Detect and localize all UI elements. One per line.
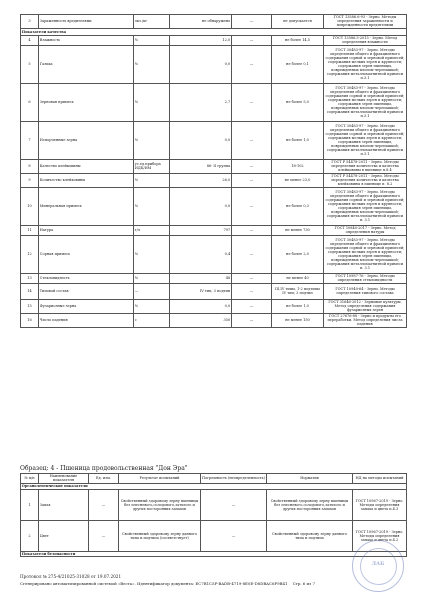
row-value: 86- II группа [170, 159, 232, 173]
row-unit: г/л [134, 225, 170, 235]
row-number: 6 [21, 83, 39, 121]
row-method: ГОСТ 30483-97 - Зерно. Методы определения общего и фракционного содержания сорной и зерновой примесей; содержания мелких зерен и крупности; содержания зерен пшеницы, поврежденных клопом-черепашкой; содержания металломагнитной примеси п.3.1 [324, 121, 407, 159]
row-uncertainty: — [232, 45, 272, 83]
system-id-text: Сгенерировано автоматизированной системой «Веста». Идентификатор документа: EC7B1C5F-BADB-4719-8E0E-D8DBAC6F9B41 [20, 581, 288, 586]
table-header-row [21, 474, 407, 484]
row-method: ГОСТ 10987-76 - Зерно. Методы определения стекловидности [324, 273, 407, 283]
row-name: Стекловидность [39, 273, 134, 283]
row-number: 14 [21, 283, 39, 299]
row-unit: % [134, 273, 170, 283]
row-norm: не допускается [272, 15, 324, 29]
row-norm: Свойственный здоровому зерну данного типа и подтипа [267, 520, 353, 551]
row-uncertainty: — [232, 225, 272, 235]
row-method: ГОСТ 30483-97 - Зерно. Методы определения общего и фракционного содержания сорной и зерновой примесей; содержания мелких зерен и крупности; содержания зерен пшеницы, поврежденных клопом-черепашкой; содержания металломагнитной примеси п.3.1 [324, 83, 407, 121]
row-uncertainty: — [201, 520, 267, 551]
row-number: 13 [21, 273, 39, 283]
row-method: ГОСТ 10967-2019 - Зерно. Методы определения запаха и цвета п.4.3 [353, 489, 407, 520]
row-method: ГОСТ Р 54478-2011 - Зерно. Методы определения количества и качества клейковины в пшенице п.8.4 [324, 159, 407, 173]
system-id-line [20, 581, 315, 586]
row-norm: не менее 150 [272, 313, 324, 327]
row-value: IV тип, 3 подтип [170, 283, 232, 299]
row-name: Зараженность вредителями [39, 15, 134, 29]
row-number: 1 [21, 489, 39, 520]
table-row [21, 35, 407, 45]
row-norm: не более 0,3 [272, 187, 324, 225]
row-name: Число падения [39, 313, 134, 327]
row-name: Запах [39, 489, 89, 520]
row-number: 3 [21, 15, 39, 29]
col-name-header: Наименование показателя [39, 474, 89, 484]
row-unit: % [134, 299, 170, 313]
indicators-table [20, 14, 407, 328]
row-number: 16 [21, 313, 39, 327]
row-norm: не более 1,0 [272, 299, 324, 313]
row-unit: % [134, 121, 170, 159]
row-value: 0,4 [170, 235, 232, 273]
row-value: 26,0 [170, 173, 232, 187]
row-unit: % [134, 83, 170, 121]
row-name: Натура [39, 225, 134, 235]
row-method: ГОСТ 13586.5-2015 - Зерно. Метод определения влажности [324, 35, 407, 45]
row-number: 15 [21, 299, 39, 313]
row-number: 2 [21, 520, 39, 551]
row-norm: Свойственный здоровому зерну пшеницы без плесневого,солодового,затхлого и других посторонних запахов [267, 489, 353, 520]
table-row [21, 187, 407, 225]
row-norm: не менее 40 [272, 273, 324, 283]
row-name: Испорченные зерна [39, 121, 134, 159]
row-value: 48 [170, 273, 232, 283]
section-label: Показатели безопасности [21, 551, 407, 557]
table-row [21, 313, 407, 327]
row-uncertainty: — [232, 159, 272, 173]
row-result: Свойственный здоровому зерну данного типа и подтипа (соответствует) [119, 520, 201, 551]
row-value: 0,0 [170, 121, 232, 159]
col-method-header: НД на методы испытаний [353, 474, 407, 484]
table-row [21, 159, 407, 173]
row-value: 350 [170, 313, 232, 327]
col-unit-header: Ед. изм. [89, 474, 119, 484]
row-number: 11 [21, 225, 39, 235]
row-uncertainty: — [232, 273, 272, 283]
row-norm: не менее 23,0 [272, 173, 324, 187]
stamp-text: ЛАБ [371, 561, 385, 567]
row-name: Сорная примесь [39, 235, 134, 273]
table-row [21, 520, 407, 551]
table-row [21, 273, 407, 283]
row-value: 2,7 [170, 83, 232, 121]
row-unit: — [134, 283, 170, 299]
section-row-quality [21, 28, 407, 35]
row-method: ГОСТ 13586.6-93 - Зерно. Методы определения зараженности и поврежденности вредителями [324, 15, 407, 29]
row-value: 797 [170, 225, 232, 235]
table-row [21, 121, 407, 159]
row-uncertainty: — [232, 313, 272, 327]
row-unit: % [134, 35, 170, 45]
row-uncertainty: — [232, 299, 272, 313]
row-norm: 18-102 [272, 159, 324, 173]
row-value: 0,0 [170, 45, 232, 83]
row-value: 0,0 [170, 299, 232, 313]
table-row [21, 235, 407, 273]
row-number: 7 [21, 121, 39, 159]
row-uncertainty: — [232, 35, 272, 45]
row-method: ГОСТ 30483-97 - Зерно. Методы определения общего и фракционного содержания сорной и зерновой примесей; содержания мелких зерен и крупности; содержания зерен пшеницы, поврежденных клопом-черепашкой; содержания металломагнитной примеси п. 3.1 [324, 187, 407, 225]
row-value: не обнаружено [170, 15, 232, 29]
col-number-header: № п/п [21, 474, 39, 484]
organoleptic-table [20, 473, 407, 557]
table-row [21, 283, 407, 299]
lab-stamp-icon [352, 540, 404, 592]
row-norm: не более 0,1 [272, 45, 324, 83]
row-name: Зерновая примесь [39, 83, 134, 121]
protocol-number: Протокол № 275-4/21025-31028 от 19.07.2021 [20, 574, 122, 579]
row-uncertainty: — [232, 173, 272, 187]
row-uncertainty: — [232, 15, 272, 29]
section-row-safety [21, 551, 407, 557]
row-result: Свойственный здоровому зерну пшеницы без плесневого,солодового,затхлого и других посторонних запахов [119, 489, 201, 520]
row-method: ГОСТ 27676-88 - Зерно и продукты его переработки. Метод определения числа падения [324, 313, 407, 327]
row-uncertainty: — [232, 83, 272, 121]
row-name: Качество клейковины [39, 159, 134, 173]
row-method: ГОСТ 31646-2012 - Зерновые культуры. Метод определения содержания фузариозных зерен [324, 299, 407, 313]
row-number: 12 [21, 235, 39, 273]
row-name: Галька [39, 45, 134, 83]
row-method: ГОСТ 10940-64 - Зерно. Методы определения типового состава [324, 283, 407, 299]
row-number: 5 [21, 45, 39, 83]
row-norm: не более 14,5 [272, 35, 324, 45]
table-row [21, 83, 407, 121]
row-method: ГОСТ Р 54478-2011 - Зерно. Методы определения количества и качества клейковины в пшенице п. 8.2 [324, 173, 407, 187]
row-name: Количество клейковины [39, 173, 134, 187]
row-unit: % [134, 45, 170, 83]
row-norm: не более 5,0 [272, 83, 324, 121]
row-method: ГОСТ 30483-97 - Зерно. Методы определения общего и фракционного содержания сорной и зерновой примесей; содержания мелких зерен и крупности; содержания зерен пшеницы, поврежденных клопом-черепашкой; содержания металломагнитной примеси п.3.1 [324, 45, 407, 83]
row-norm: не более 2,0 [272, 235, 324, 273]
row-uncertainty: — [232, 121, 272, 159]
row-norm: не более 1,0 [272, 121, 324, 159]
row-name: Цвет [39, 520, 89, 551]
row-name: Минеральная примесь [39, 187, 134, 225]
row-number: 9 [21, 173, 39, 187]
table-row [21, 15, 407, 29]
row-name: Типовой состав [39, 283, 134, 299]
row-unit: % [134, 187, 170, 225]
col-uncertainty-header: Погрешность (неопределенность) [201, 474, 267, 484]
table-row [21, 489, 407, 520]
row-unit: с [134, 313, 170, 327]
section-label: Показатели качества [21, 28, 407, 35]
col-result-header: Результат испытаний [119, 474, 201, 484]
row-unit: % [134, 173, 170, 187]
row-method: ГОСТ 10840-2017 - Зерно. Метод определения натуры [324, 225, 407, 235]
row-norm: не менее 730 [272, 225, 324, 235]
row-value: 0,0 [170, 187, 232, 225]
row-number: 4 [21, 35, 39, 45]
row-unit: — [89, 489, 119, 520]
col-norm-header: Норматив [267, 474, 353, 484]
row-method: ГОСТ 10967-2019 - Зерно. Методы определения запаха и цвета п.4.2 [353, 520, 407, 551]
table-row [21, 299, 407, 313]
sample-title: Образец: 4 - Пшеница продовольственная "Дон Эра" [20, 465, 188, 472]
table-row [21, 225, 407, 235]
row-uncertainty: — [201, 489, 267, 520]
row-unit: — [89, 520, 119, 551]
row-value: 12,0 [170, 35, 232, 45]
row-uncertainty: — [232, 235, 272, 273]
row-norm: III,IV типы, 1-2 подтипы IV тип; 3 подтип [272, 283, 324, 299]
row-uncertainty: — [232, 187, 272, 225]
row-unit: % [134, 235, 170, 273]
section-label: Органолептические показатели [21, 483, 407, 489]
row-name: Фузариозные зерна [39, 299, 134, 313]
row-uncertainty: — [232, 283, 272, 299]
row-unit: ус.ед.прибора ИДК/ИМ [134, 159, 170, 173]
row-unit: экз./кг [134, 15, 170, 29]
row-name: Влажность [39, 35, 134, 45]
row-method: ГОСТ 30483-97 - Зерно. Методы определения общего и фракционного содержания сорной и зерновой примесей; содержания мелких зерен и крупности; содержания зерен пшеницы, поврежденных клопом-черепашкой; содержания металломагнитной примеси п. 3.1 [324, 235, 407, 273]
row-number: 10 [21, 187, 39, 225]
table-row [21, 45, 407, 83]
page-number: Стр. 6 из 7 [292, 581, 315, 586]
row-number: 8 [21, 159, 39, 173]
table-row [21, 173, 407, 187]
